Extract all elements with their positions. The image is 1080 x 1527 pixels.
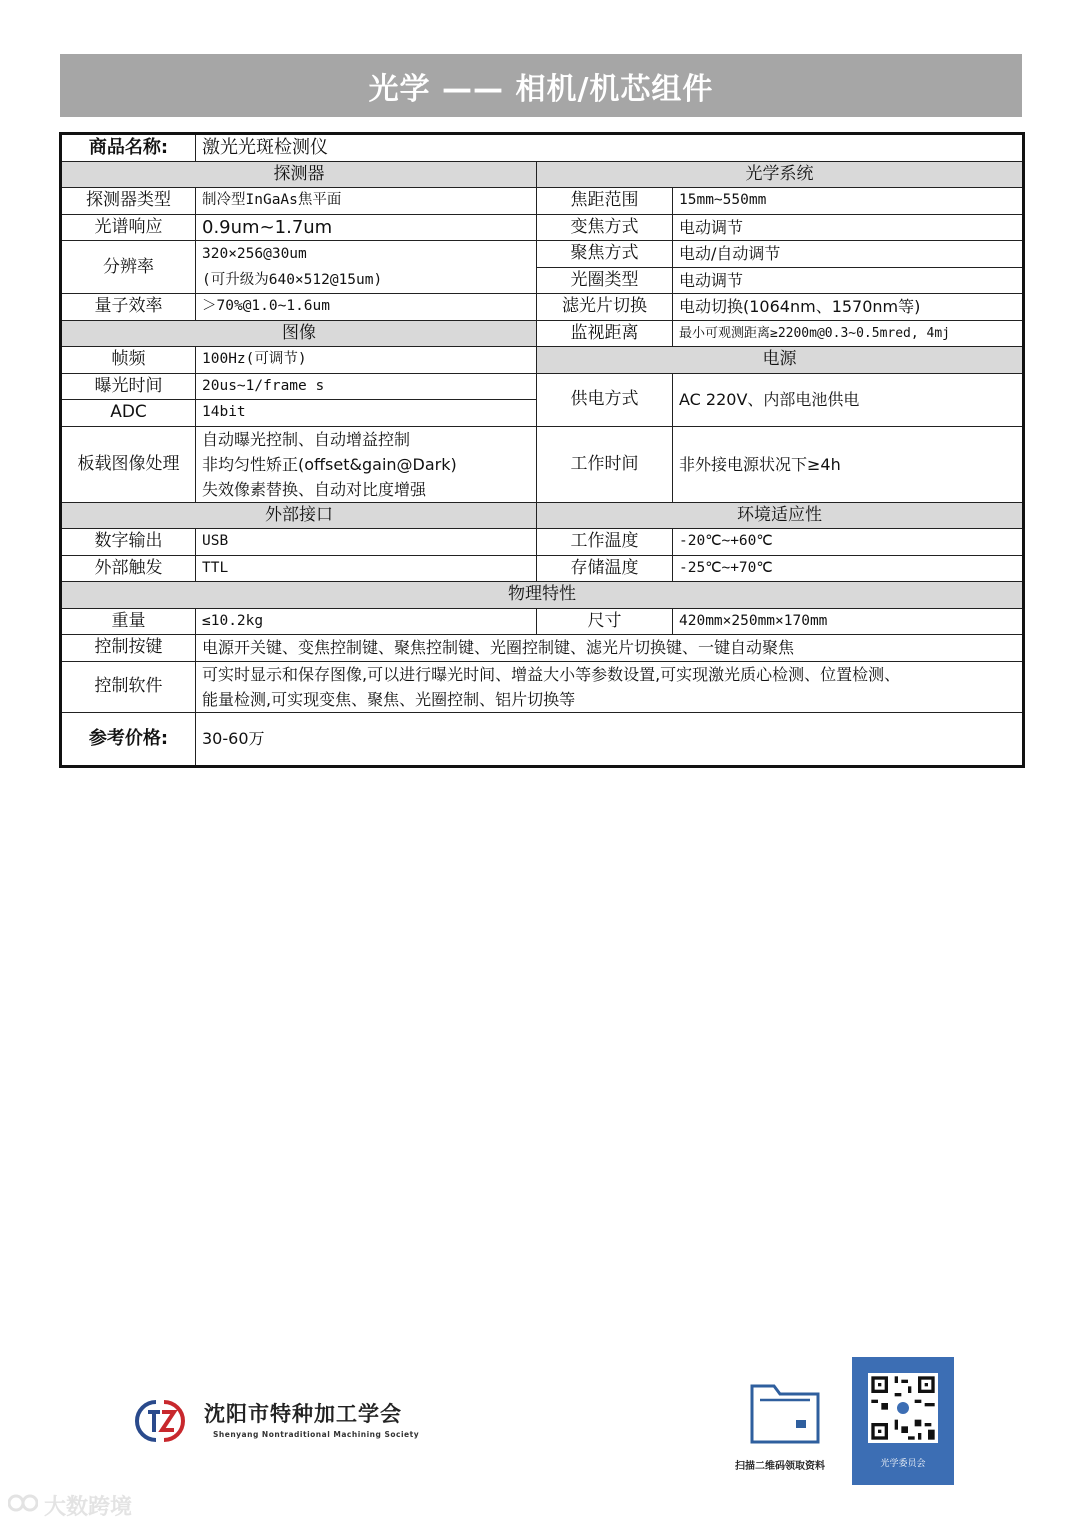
monitor-distance-label: 监视距离	[537, 320, 673, 347]
table-row	[61, 134, 1024, 162]
table-row	[61, 502, 1024, 529]
zoom-mode-value: 电动调节	[673, 214, 1024, 241]
control-software-value	[196, 661, 1024, 712]
control-software-line: 能量检测,可实现变焦、聚焦、光圈控制、铝片切换等	[202, 689, 576, 709]
control-buttons-label: 控制按键	[61, 635, 196, 662]
image-processing-line: 失效像素替换、自动对比度增强	[202, 479, 427, 499]
quantum-efficiency-label: 量子效率	[61, 294, 196, 321]
product-name-label: 商品名称:	[61, 134, 196, 162]
focus-mode-label: 聚焦方式	[537, 241, 673, 268]
watermark-logo-icon	[8, 1492, 38, 1514]
digital-output-label: 数字输出	[61, 529, 196, 556]
table-row	[61, 161, 1024, 188]
section-optics: 光学系统	[537, 161, 1024, 188]
table-row	[61, 294, 1024, 321]
operating-temp-label: 工作温度	[537, 529, 673, 556]
spectrum-label: 光谱响应	[61, 214, 196, 241]
section-physical: 物理特性	[61, 582, 1024, 609]
zoom-mode-label: 变焦方式	[537, 214, 673, 241]
folder-icon	[748, 1376, 822, 1450]
control-buttons-value: 电源开关键、变焦控制键、聚焦控制键、光圈控制键、滤光片切换键、一键自动聚焦	[196, 635, 1024, 662]
table-row	[61, 712, 1024, 766]
adc-value: 14bit	[196, 400, 537, 427]
table-row	[61, 267, 1024, 294]
focal-range-label: 焦距范围	[537, 188, 673, 215]
monitor-distance-value: 最小可观测距离≥2200m@0.3~0.5mred, 4mj	[673, 320, 1024, 347]
society-name-cn: 沈阳市特种加工学会	[204, 1402, 402, 1426]
qr-caption: 光学委员会	[880, 1459, 926, 1469]
section-power: 电源	[537, 347, 1024, 374]
operating-temp-value: -20℃~+60℃	[673, 529, 1024, 556]
table-row	[61, 241, 1024, 268]
exposure-value: 20us~1/frame s	[196, 373, 537, 400]
weight-value: ≤10.2kg	[196, 608, 537, 635]
table-row	[61, 188, 1024, 215]
storage-temp-value: -25℃~+70℃	[673, 555, 1024, 582]
table-row	[61, 608, 1024, 635]
table-row	[61, 373, 1024, 400]
banner-title: 光学 —— 相机/机芯组件	[368, 71, 714, 107]
section-interface: 外部接口	[61, 502, 537, 529]
external-trigger-value: TTL	[196, 555, 537, 582]
focus-mode-value: 电动/自动调节	[673, 241, 1024, 268]
page-banner	[60, 54, 1022, 117]
control-software-label: 控制软件	[61, 661, 196, 712]
table-row	[61, 555, 1024, 582]
control-software-line: 可实时显示和保存图像,可以进行曝光时间、增益大小等参数设置,可实现激光质心检测、位置检测、	[202, 664, 901, 684]
qr-code-icon[interactable]	[868, 1373, 938, 1443]
society-logo	[134, 1394, 434, 1450]
table-row	[61, 529, 1024, 556]
table-row	[61, 635, 1024, 662]
table-row	[61, 426, 1024, 502]
folder-caption: 扫描二维码领取资料	[735, 1461, 825, 1472]
power-supply-value: AC 220V、内部电池供电	[673, 373, 1024, 426]
external-trigger-label: 外部触发	[61, 555, 196, 582]
size-value: 420mm×250mm×170mm	[673, 608, 1024, 635]
table-row	[61, 582, 1024, 609]
frame-rate-value: 100Hz(可调节)	[196, 347, 537, 374]
table-row	[61, 320, 1024, 347]
watermark-text: 大数跨境	[44, 1495, 133, 1520]
filter-switch-value: 电动切换(1064nm、1570nm等)	[673, 294, 1024, 321]
digital-output-value: USB	[196, 529, 537, 556]
image-processing-label: 板载图像处理	[61, 426, 196, 502]
product-name-value: 激光光斑检测仪	[196, 134, 1024, 162]
storage-temp-label: 存储温度	[537, 555, 673, 582]
table-row	[61, 347, 1024, 374]
resolution-label: 分辨率	[61, 241, 196, 294]
spec-table	[59, 132, 1025, 768]
exposure-label: 曝光时间	[61, 373, 196, 400]
adc-label: ADC	[61, 400, 196, 427]
detector-type-label: 探测器类型	[61, 188, 196, 215]
watermark	[8, 1490, 132, 1521]
society-name-en: Shenyang Nontraditional Machining Society	[213, 1430, 420, 1439]
spectrum-value: 0.9um~1.7um	[196, 214, 537, 241]
quantum-efficiency-value: ＞70%@1.0~1.6um	[196, 294, 537, 321]
aperture-type-label: 光圈类型	[537, 267, 673, 294]
work-time-label: 工作时间	[537, 426, 673, 502]
filter-switch-label: 滤光片切换	[537, 294, 673, 321]
weight-label: 重量	[61, 608, 196, 635]
size-label: 尺寸	[537, 608, 673, 635]
power-supply-label: 供电方式	[537, 373, 673, 426]
section-environment: 环境适应性	[537, 502, 1024, 529]
section-image: 图像	[61, 320, 537, 347]
society-logo-icon	[134, 1398, 186, 1444]
reference-price-label: 参考价格:	[61, 712, 196, 766]
aperture-type-value: 电动调节	[673, 267, 1024, 294]
resolution-value-line1: 320×256@30um	[196, 241, 537, 268]
focal-range-value: 15mm~550mm	[673, 188, 1024, 215]
image-processing-line: 自动曝光控制、自动增益控制	[202, 429, 411, 449]
detector-type-value: 制冷型InGaAs焦平面	[196, 188, 537, 215]
section-detector: 探测器	[61, 161, 537, 188]
resolution-value-line2: (可升级为640×512@15um)	[196, 267, 537, 294]
frame-rate-label: 帧频	[61, 347, 196, 374]
image-processing-line: 非均匀性矫正(offset&gain@Dark)	[202, 454, 457, 474]
reference-price-value: 30-60万	[196, 712, 1024, 766]
qr-panel	[852, 1357, 954, 1485]
image-processing-value	[196, 426, 537, 502]
table-row	[61, 661, 1024, 712]
table-row	[61, 214, 1024, 241]
work-time-value: 非外接电源状况下≥4h	[673, 426, 1024, 502]
